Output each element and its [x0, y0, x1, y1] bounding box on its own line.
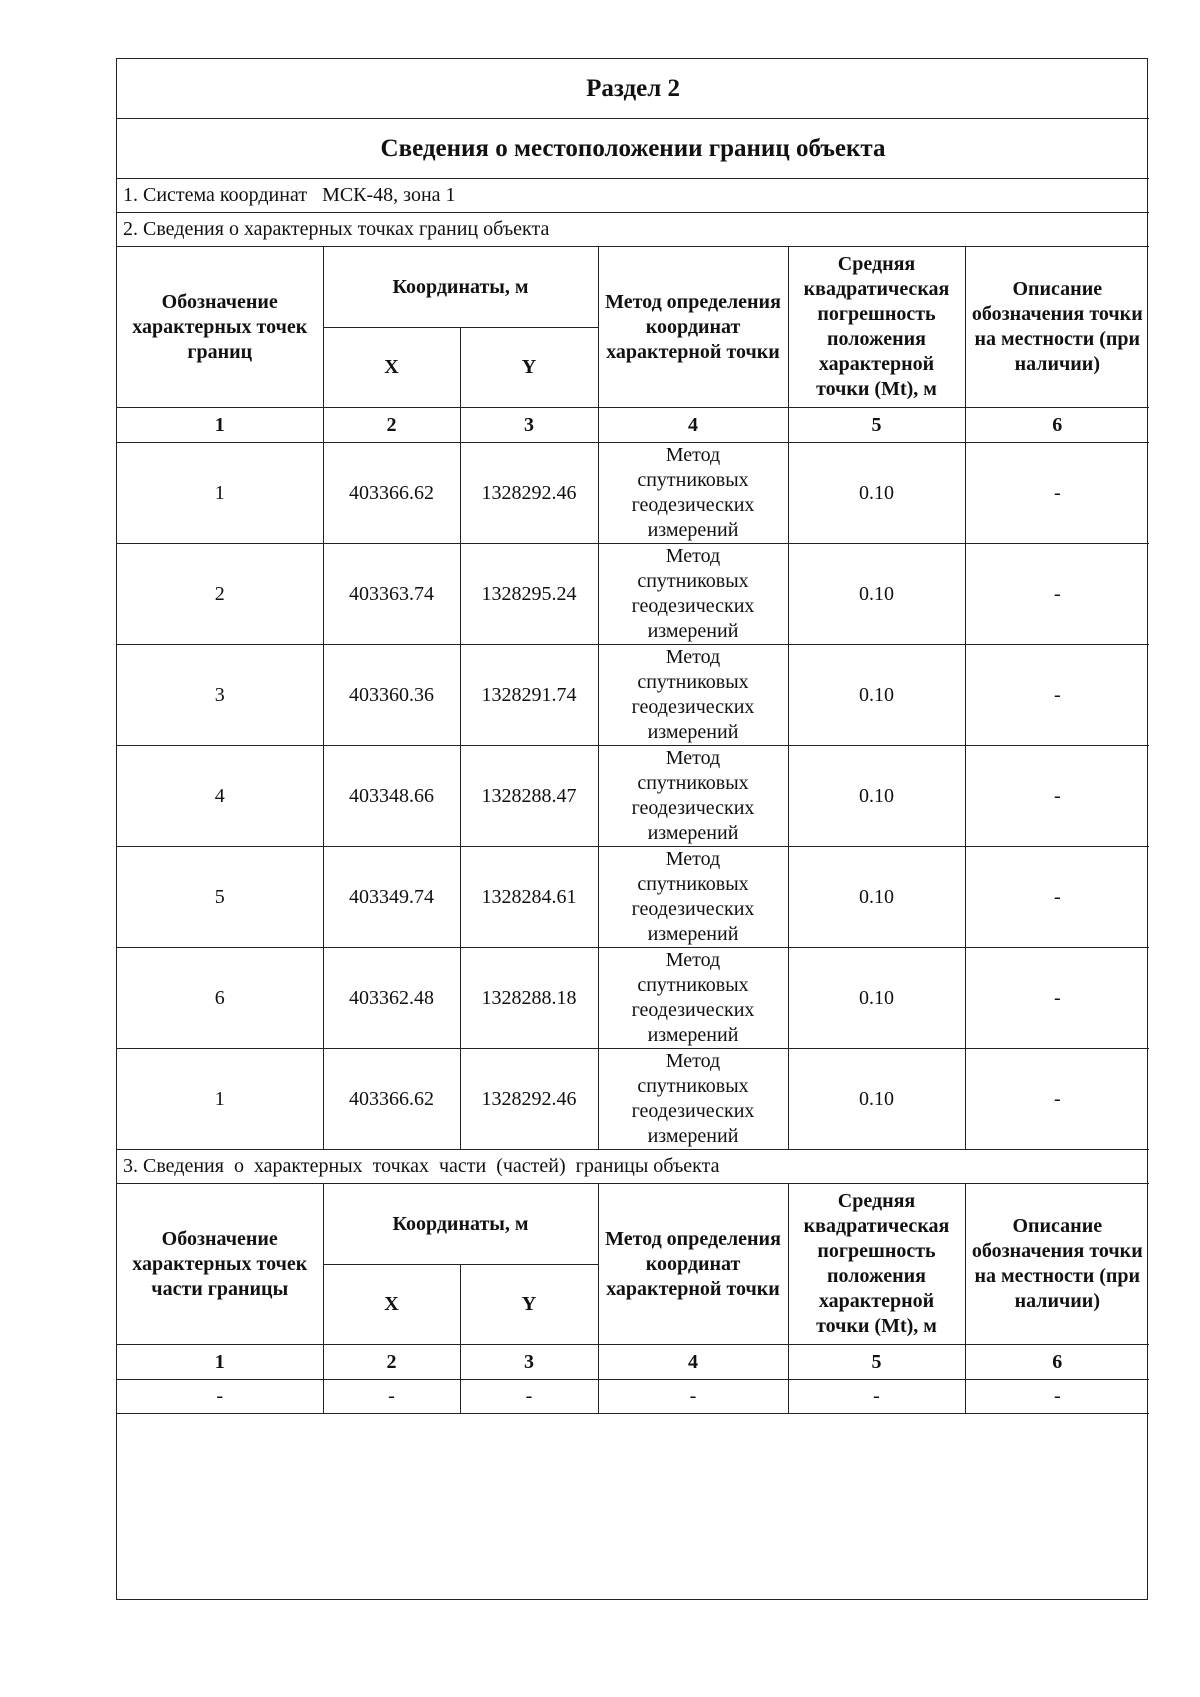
column-number: 3	[460, 408, 598, 443]
column-number: 6	[965, 408, 1149, 443]
cell-point: 4	[117, 746, 323, 847]
table-row-part	[117, 1380, 1149, 1414]
table-row	[117, 443, 1149, 544]
cell-description: -	[965, 443, 1149, 544]
header-description: Описание обозначения точки на местности (при наличии)	[965, 247, 1149, 408]
column-numbers-row	[117, 408, 1149, 443]
cell-point: 5	[117, 847, 323, 948]
table-row	[117, 1049, 1149, 1150]
cell-mt: 0.10	[788, 645, 965, 746]
cell-method: Метод спутниковых геодезических измерений	[598, 948, 788, 1049]
points-heading: 2. Сведения о характерных точках границ объекта	[117, 213, 1149, 247]
header-coords-part: Координаты, м	[323, 1184, 598, 1265]
cell-x: 403362.48	[323, 948, 460, 1049]
column-numbers-row-part	[117, 1345, 1149, 1380]
cell-x: 403366.62	[323, 443, 460, 544]
cell-x: 403360.36	[323, 645, 460, 746]
table-row	[117, 847, 1149, 948]
cell-x: 403349.74	[323, 847, 460, 948]
cell-empty: -	[323, 1380, 460, 1414]
header-description-part: Описание обозначения точки на местности (при наличии)	[965, 1184, 1149, 1345]
cell-y: 1328288.18	[460, 948, 598, 1049]
header-x: X	[323, 328, 460, 408]
cell-y: 1328291.74	[460, 645, 598, 746]
cell-description: -	[965, 847, 1149, 948]
cell-mt: 0.10	[788, 1049, 965, 1150]
table-row	[117, 645, 1149, 746]
cell-y: 1328288.47	[460, 746, 598, 847]
column-number: 5	[788, 408, 965, 443]
section-table	[117, 59, 1149, 1414]
header-designation-part: Обозначение характерных точек части границы	[117, 1184, 323, 1345]
table-row	[117, 948, 1149, 1049]
header-mt-part: Средняя квадратическая погрешность положения характерной точки (Mt), м	[788, 1184, 965, 1345]
cell-empty: -	[117, 1380, 323, 1414]
cell-mt: 0.10	[788, 948, 965, 1049]
cell-mt: 0.10	[788, 847, 965, 948]
header-method-part: Метод определения координат характерной точки	[598, 1184, 788, 1345]
header-designation: Обозначение характерных точек границ	[117, 247, 323, 408]
header-y: Y	[460, 328, 598, 408]
section-title: Раздел 2	[117, 59, 1149, 119]
cell-point: 2	[117, 544, 323, 645]
table-row	[117, 544, 1149, 645]
cell-method: Метод спутниковых геодезических измерений	[598, 443, 788, 544]
cell-y: 1328292.46	[460, 443, 598, 544]
cell-x: 403363.74	[323, 544, 460, 645]
column-number: 2	[323, 408, 460, 443]
document-frame	[116, 58, 1148, 1600]
cell-description: -	[965, 948, 1149, 1049]
column-number: 1	[117, 408, 323, 443]
cell-point: 6	[117, 948, 323, 1049]
cell-y: 1328284.61	[460, 847, 598, 948]
cell-x: 403366.62	[323, 1049, 460, 1150]
cell-empty: -	[460, 1380, 598, 1414]
header-mt: Средняя квадратическая погрешность положения характерной точки (Mt), м	[788, 247, 965, 408]
section-subtitle: Сведения о местоположении границ объекта	[117, 119, 1149, 179]
cell-description: -	[965, 645, 1149, 746]
coord-system-label: 1. Система координат	[123, 184, 308, 206]
cell-empty: -	[788, 1380, 965, 1414]
parts-heading: 3. Сведения о характерных точках части (частей) границы объекта	[117, 1150, 1149, 1184]
cell-empty: -	[965, 1380, 1149, 1414]
cell-x: 403348.66	[323, 746, 460, 847]
cell-method: Метод спутниковых геодезических измерений	[598, 746, 788, 847]
cell-method: Метод спутниковых геодезических измерений	[598, 1049, 788, 1150]
column-number: 2	[323, 1345, 460, 1380]
cell-description: -	[965, 544, 1149, 645]
cell-point: 1	[117, 443, 323, 544]
cell-point: 3	[117, 645, 323, 746]
cell-mt: 0.10	[788, 544, 965, 645]
column-number: 6	[965, 1345, 1149, 1380]
cell-empty: -	[598, 1380, 788, 1414]
column-number: 3	[460, 1345, 598, 1380]
column-number: 1	[117, 1345, 323, 1380]
coord-system-value: МСК-48, зона 1	[322, 184, 456, 206]
cell-description: -	[965, 1049, 1149, 1150]
column-number: 4	[598, 408, 788, 443]
cell-mt: 0.10	[788, 443, 965, 544]
header-coords: Координаты, м	[323, 247, 598, 328]
cell-method: Метод спутниковых геодезических измерений	[598, 847, 788, 948]
cell-y: 1328292.46	[460, 1049, 598, 1150]
column-number: 5	[788, 1345, 965, 1380]
cell-mt: 0.10	[788, 746, 965, 847]
coord-system-line	[117, 179, 1149, 213]
header-y-part: Y	[460, 1265, 598, 1345]
header-method: Метод определения координат характерной точки	[598, 247, 788, 408]
cell-method: Метод спутниковых геодезических измерений	[598, 544, 788, 645]
cell-description: -	[965, 746, 1149, 847]
column-number: 4	[598, 1345, 788, 1380]
cell-method: Метод спутниковых геодезических измерений	[598, 645, 788, 746]
cell-y: 1328295.24	[460, 544, 598, 645]
header-x-part: X	[323, 1265, 460, 1345]
table-row	[117, 746, 1149, 847]
cell-point: 1	[117, 1049, 323, 1150]
